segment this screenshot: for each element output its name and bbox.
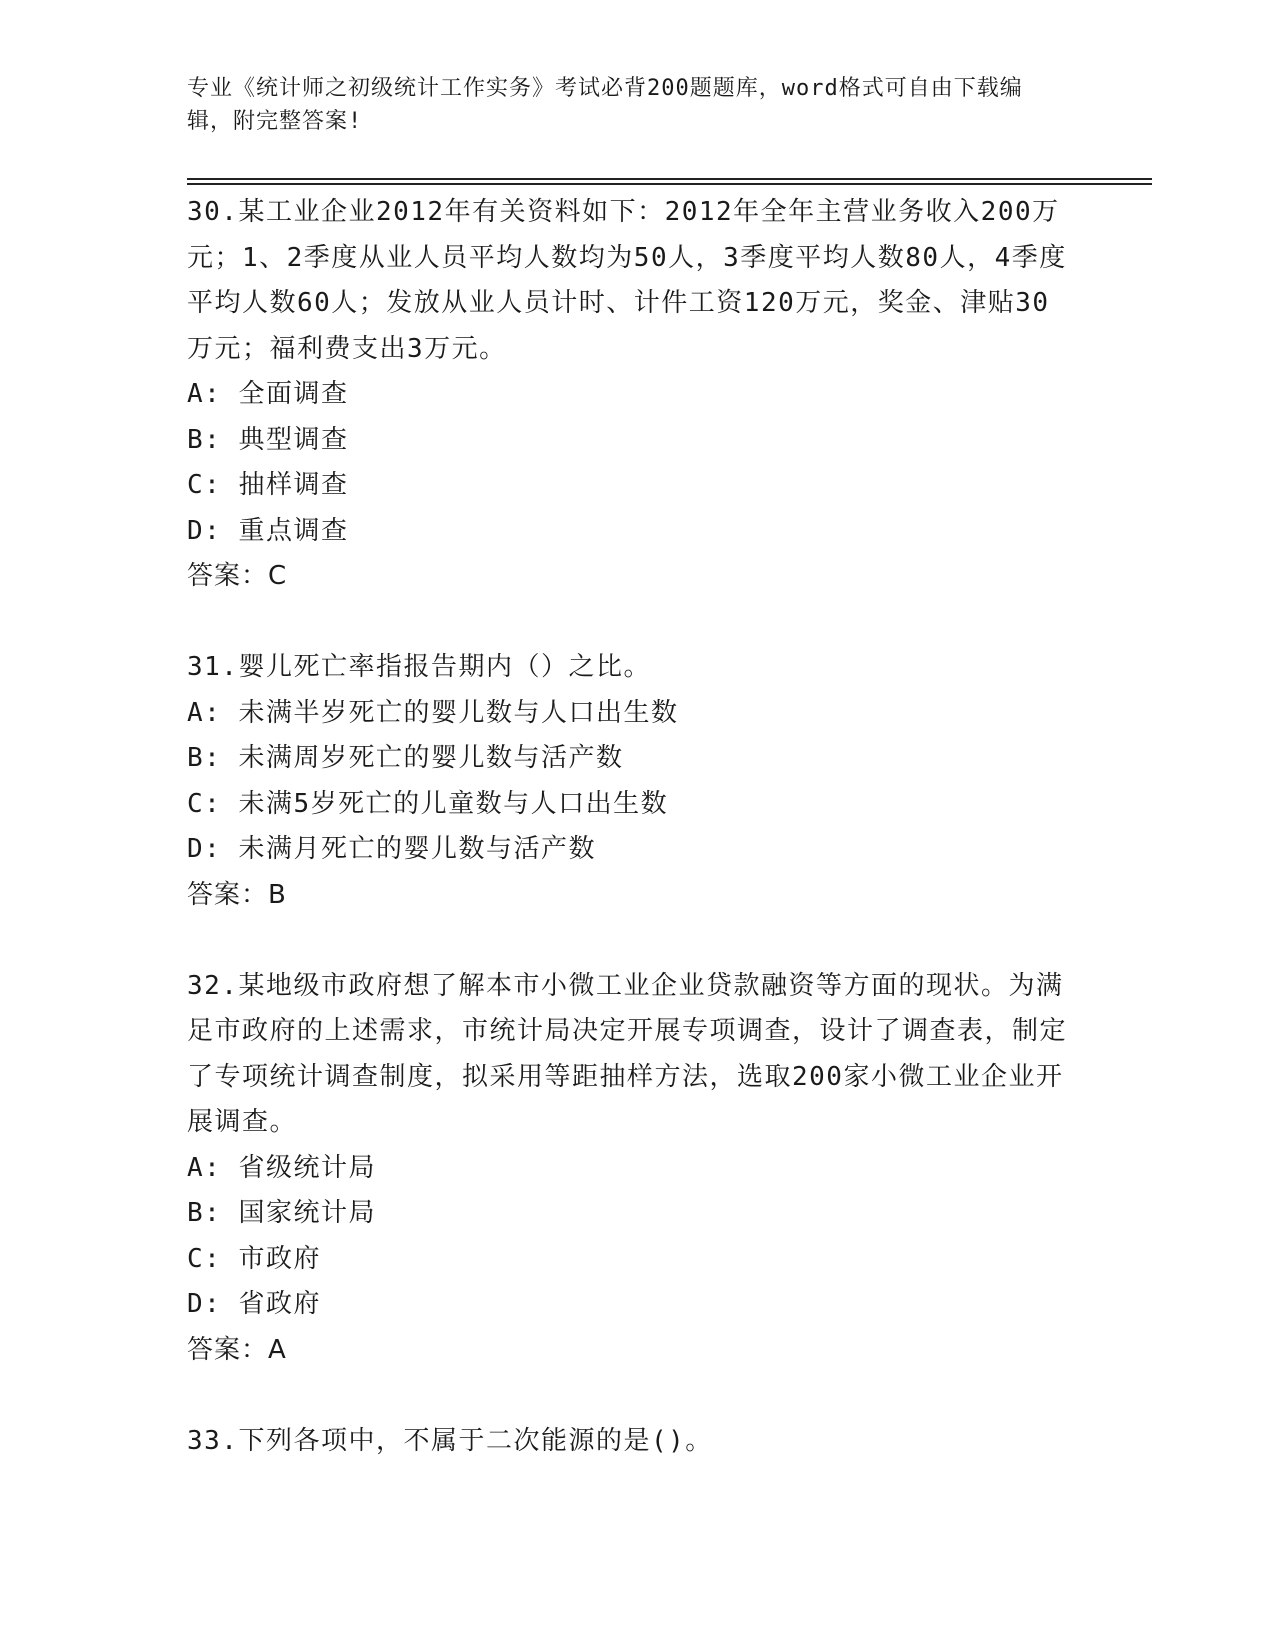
spacer — [187, 1373, 1067, 1419]
option-c: C: 市政府 — [187, 1243, 321, 1274]
question-32 — [187, 964, 1067, 1374]
answer-line: 答案：C — [187, 561, 288, 591]
option-c: C: 抽样调查 — [187, 470, 349, 500]
question-33 — [187, 1419, 1067, 1465]
option-b: B: 国家统计局 — [187, 1198, 376, 1228]
option-a: A: 未满半岁死亡的婴儿数与人口出生数 — [187, 697, 679, 728]
option-a: A: 全面调查 — [187, 379, 349, 409]
option-c: C: 未满5岁死亡的儿童数与人口出生数 — [187, 788, 669, 819]
answer-line: 答案：A — [187, 1334, 287, 1365]
option-d: D: 省政府 — [187, 1289, 321, 1319]
question-stem: 33.下列各项中，不属于二次能源的是()。 — [187, 1425, 713, 1456]
spacer — [187, 918, 1067, 964]
option-d: D: 未满月死亡的婴儿数与活产数 — [187, 834, 596, 864]
header-divider-bottom — [187, 183, 1152, 185]
question-stem: 30.某工业企业2012年有关资料如下：2012年全年主营业务收入200万元；1、2季度从业人员平均人数均为50人，3季度平均人数80人，4季度平均人数60人；发放从业人员计时、计件工资120万元，奖金、津贴30万元；福利费支出3万元。 — [187, 197, 1067, 364]
option-b: B: 典型调查 — [187, 424, 349, 455]
option-a: A: 省级统计局 — [187, 1152, 376, 1183]
option-b: B: 未满周岁死亡的婴儿数与活产数 — [187, 743, 624, 773]
document-header: 专业《统计师之初级统计工作实务》考试必背200题题库，word格式可自由下载编辑，附完整答案! — [187, 76, 1023, 134]
answer-line: 答案：B — [187, 879, 287, 910]
question-stem: 32.某地级市政府想了解本市小微工业企业贷款融资等方面的现状。为满足市政府的上述需求，市统计局决定开展专项调查，设计了调查表，制定了专项统计调查制度，拟采用等距抽样方法，选取200家小微工业企业开展调查。 — [187, 970, 1068, 1137]
question-list — [187, 190, 1067, 1464]
header-divider-top — [187, 178, 1152, 180]
question-30 — [187, 190, 1067, 600]
question-stem: 31.婴儿死亡率指报告期内（）之比。 — [187, 652, 651, 682]
question-31 — [187, 645, 1067, 918]
spacer — [187, 600, 1067, 646]
option-d: D: 重点调查 — [187, 515, 349, 546]
